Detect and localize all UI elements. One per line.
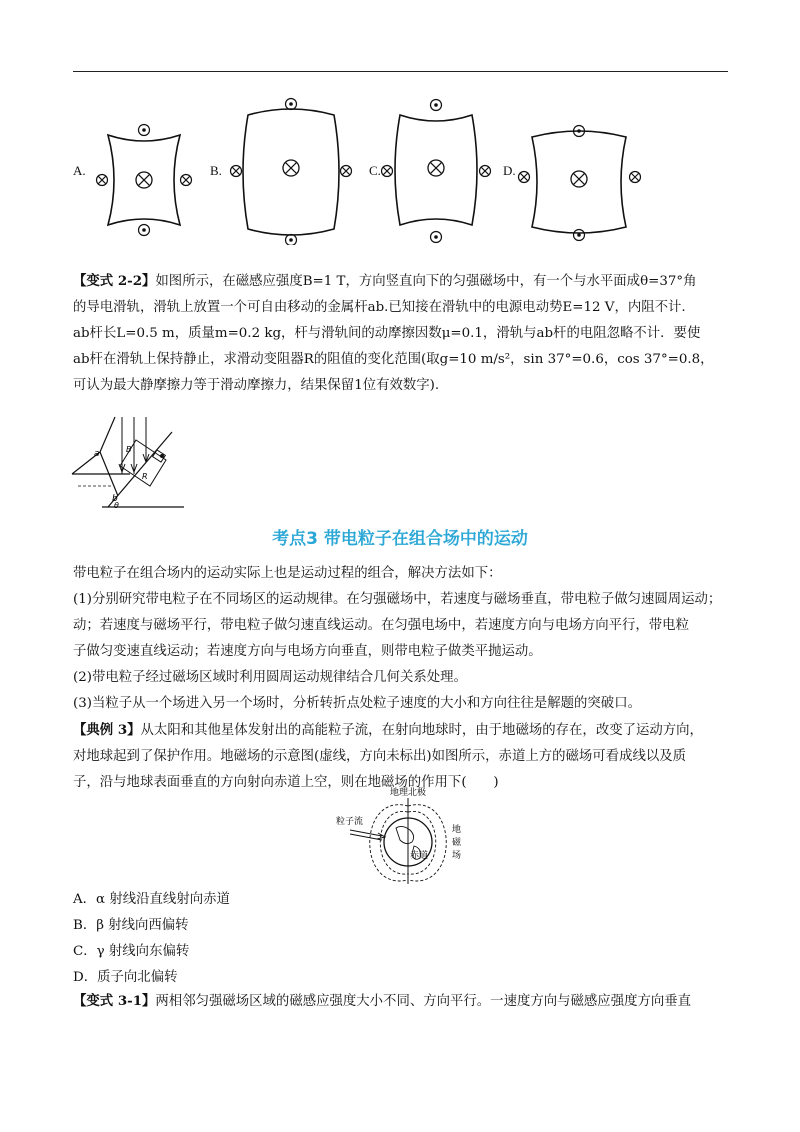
variant-2-2-text bbox=[73, 268, 733, 399]
label-B: B bbox=[126, 445, 132, 454]
intro-line3: 动；若速度与磁场平行，带电粒子做匀速直线运动。在匀强电场中，若速度方向与电场方向平行，带电粒 bbox=[73, 618, 689, 633]
field-label-3: 场 bbox=[452, 851, 462, 861]
label-theta: θ bbox=[114, 501, 119, 510]
intro-line5: (2)带电粒子经过磁场区域时利用圆周运动规律结合几何关系处理。 bbox=[73, 670, 467, 685]
particle-stream-label: 粒子流 bbox=[336, 817, 364, 827]
option-d-diagram bbox=[519, 126, 641, 241]
choice-d: D．质子向北偏转 bbox=[73, 970, 178, 985]
intro-line4: 子做匀变速直线运动；若速度方向与电场方向垂直，则带电粒子做类平抛运动。 bbox=[73, 644, 542, 659]
option-a-label: A. bbox=[73, 163, 86, 178]
intro-line6: (3)当粒子从一个场进入另一个场时，分析转折点处粒子速度的大小和方向往往是解题的突破口。 bbox=[73, 696, 641, 711]
label-b: b bbox=[112, 494, 118, 504]
coil-options-figure bbox=[90, 95, 730, 245]
variant-2-2-tag: 【变式 2-2】 bbox=[73, 273, 156, 289]
variant-3-1-text bbox=[73, 988, 733, 1015]
variant-3-1-tag: 【变式 3-1】 bbox=[73, 993, 156, 1009]
incline-rail-figure bbox=[70, 412, 190, 510]
choice-a: A．α 射线沿直线射向赤道 bbox=[73, 892, 230, 907]
intro-line2: (1)分别研究带电粒子在不同场区的运动规律。在匀强磁场中，若速度与磁场垂直，带电粒子做匀速圆周运动； bbox=[73, 592, 722, 607]
variant-2-2-line1: 如图所示，在磁感应强度B=1 T，方向竖直向下的匀强磁场中，有一个与水平面成θ=37°角 bbox=[155, 274, 697, 289]
choice-b: B．β 射线向西偏转 bbox=[73, 918, 189, 933]
example-3-line3: 子，沿与地球表面垂直的方向射向赤道上空，则在地磁场的作用下( ) bbox=[73, 775, 499, 790]
choice-c: C．γ 射线向东偏转 bbox=[73, 944, 190, 959]
variant-2-2-line3: ab杆长L=0.5 m，质量m=0.2 kg，杆与滑轨间的动摩擦因数μ=0.1，滑轨与ab杆的电阻忽略不计．要使 bbox=[73, 326, 701, 341]
example-3-line1: 从太阳和其他星体发射出的高能粒子流，在射向地球时，由于地磁场的存在，改变了运动方向， bbox=[140, 723, 703, 738]
intro-text bbox=[73, 561, 733, 796]
variant-3-1-line1: 两相邻匀强磁场区域的磁感应强度大小不同、方向平行。一速度方向与磁感应强度方向垂直 bbox=[155, 994, 692, 1009]
field-label-2: 磁 bbox=[452, 838, 462, 848]
option-b-label: B. bbox=[210, 163, 222, 178]
variant-2-2-line2: 的导电滑轨，滑轨上放置一个可自由移动的金属杆ab.已知接在滑轨中的电源电动势E=12 V，内阻不计. bbox=[73, 300, 686, 315]
intro-line1: 带电粒子在组合场内的运动实际上也是运动过程的组合，解决方法如下： bbox=[73, 566, 502, 581]
option-c-label: C. bbox=[369, 163, 381, 178]
option-d-label: D. bbox=[503, 163, 516, 178]
label-R: R bbox=[142, 472, 148, 481]
option-c-diagram bbox=[382, 100, 491, 243]
label-a: a bbox=[94, 449, 100, 459]
geomagnetic-figure bbox=[330, 784, 480, 886]
example-3-line2: 对地球起到了保护作用。地磁场的示意图(虚线，方向未标出)如图所示，赤道上方的磁场可看成线以及质 bbox=[73, 749, 687, 764]
field-label-1: 地 bbox=[452, 825, 462, 835]
option-b-diagram bbox=[231, 99, 352, 246]
variant-2-2-line4: ab杆在滑轨上保持静止，求滑动变阻器R的阻值的变化范围(取g=10 m/s²，sin 37°=0.6，cos 37°=0.8， bbox=[73, 352, 714, 367]
section-heading: 考点3 带电粒子在组合场中的运动 bbox=[272, 529, 528, 549]
equator-label: 赤道 bbox=[410, 851, 429, 861]
option-a-diagram bbox=[97, 125, 192, 236]
variant-2-2-line5: 可认为最大静摩擦力等于滑动摩擦力，结果保留1位有效数字). bbox=[73, 378, 440, 393]
header-rule bbox=[73, 71, 728, 72]
example-3-tag: 【典例 3】 bbox=[73, 722, 141, 738]
north-pole-label: 地理北极 bbox=[390, 788, 427, 798]
